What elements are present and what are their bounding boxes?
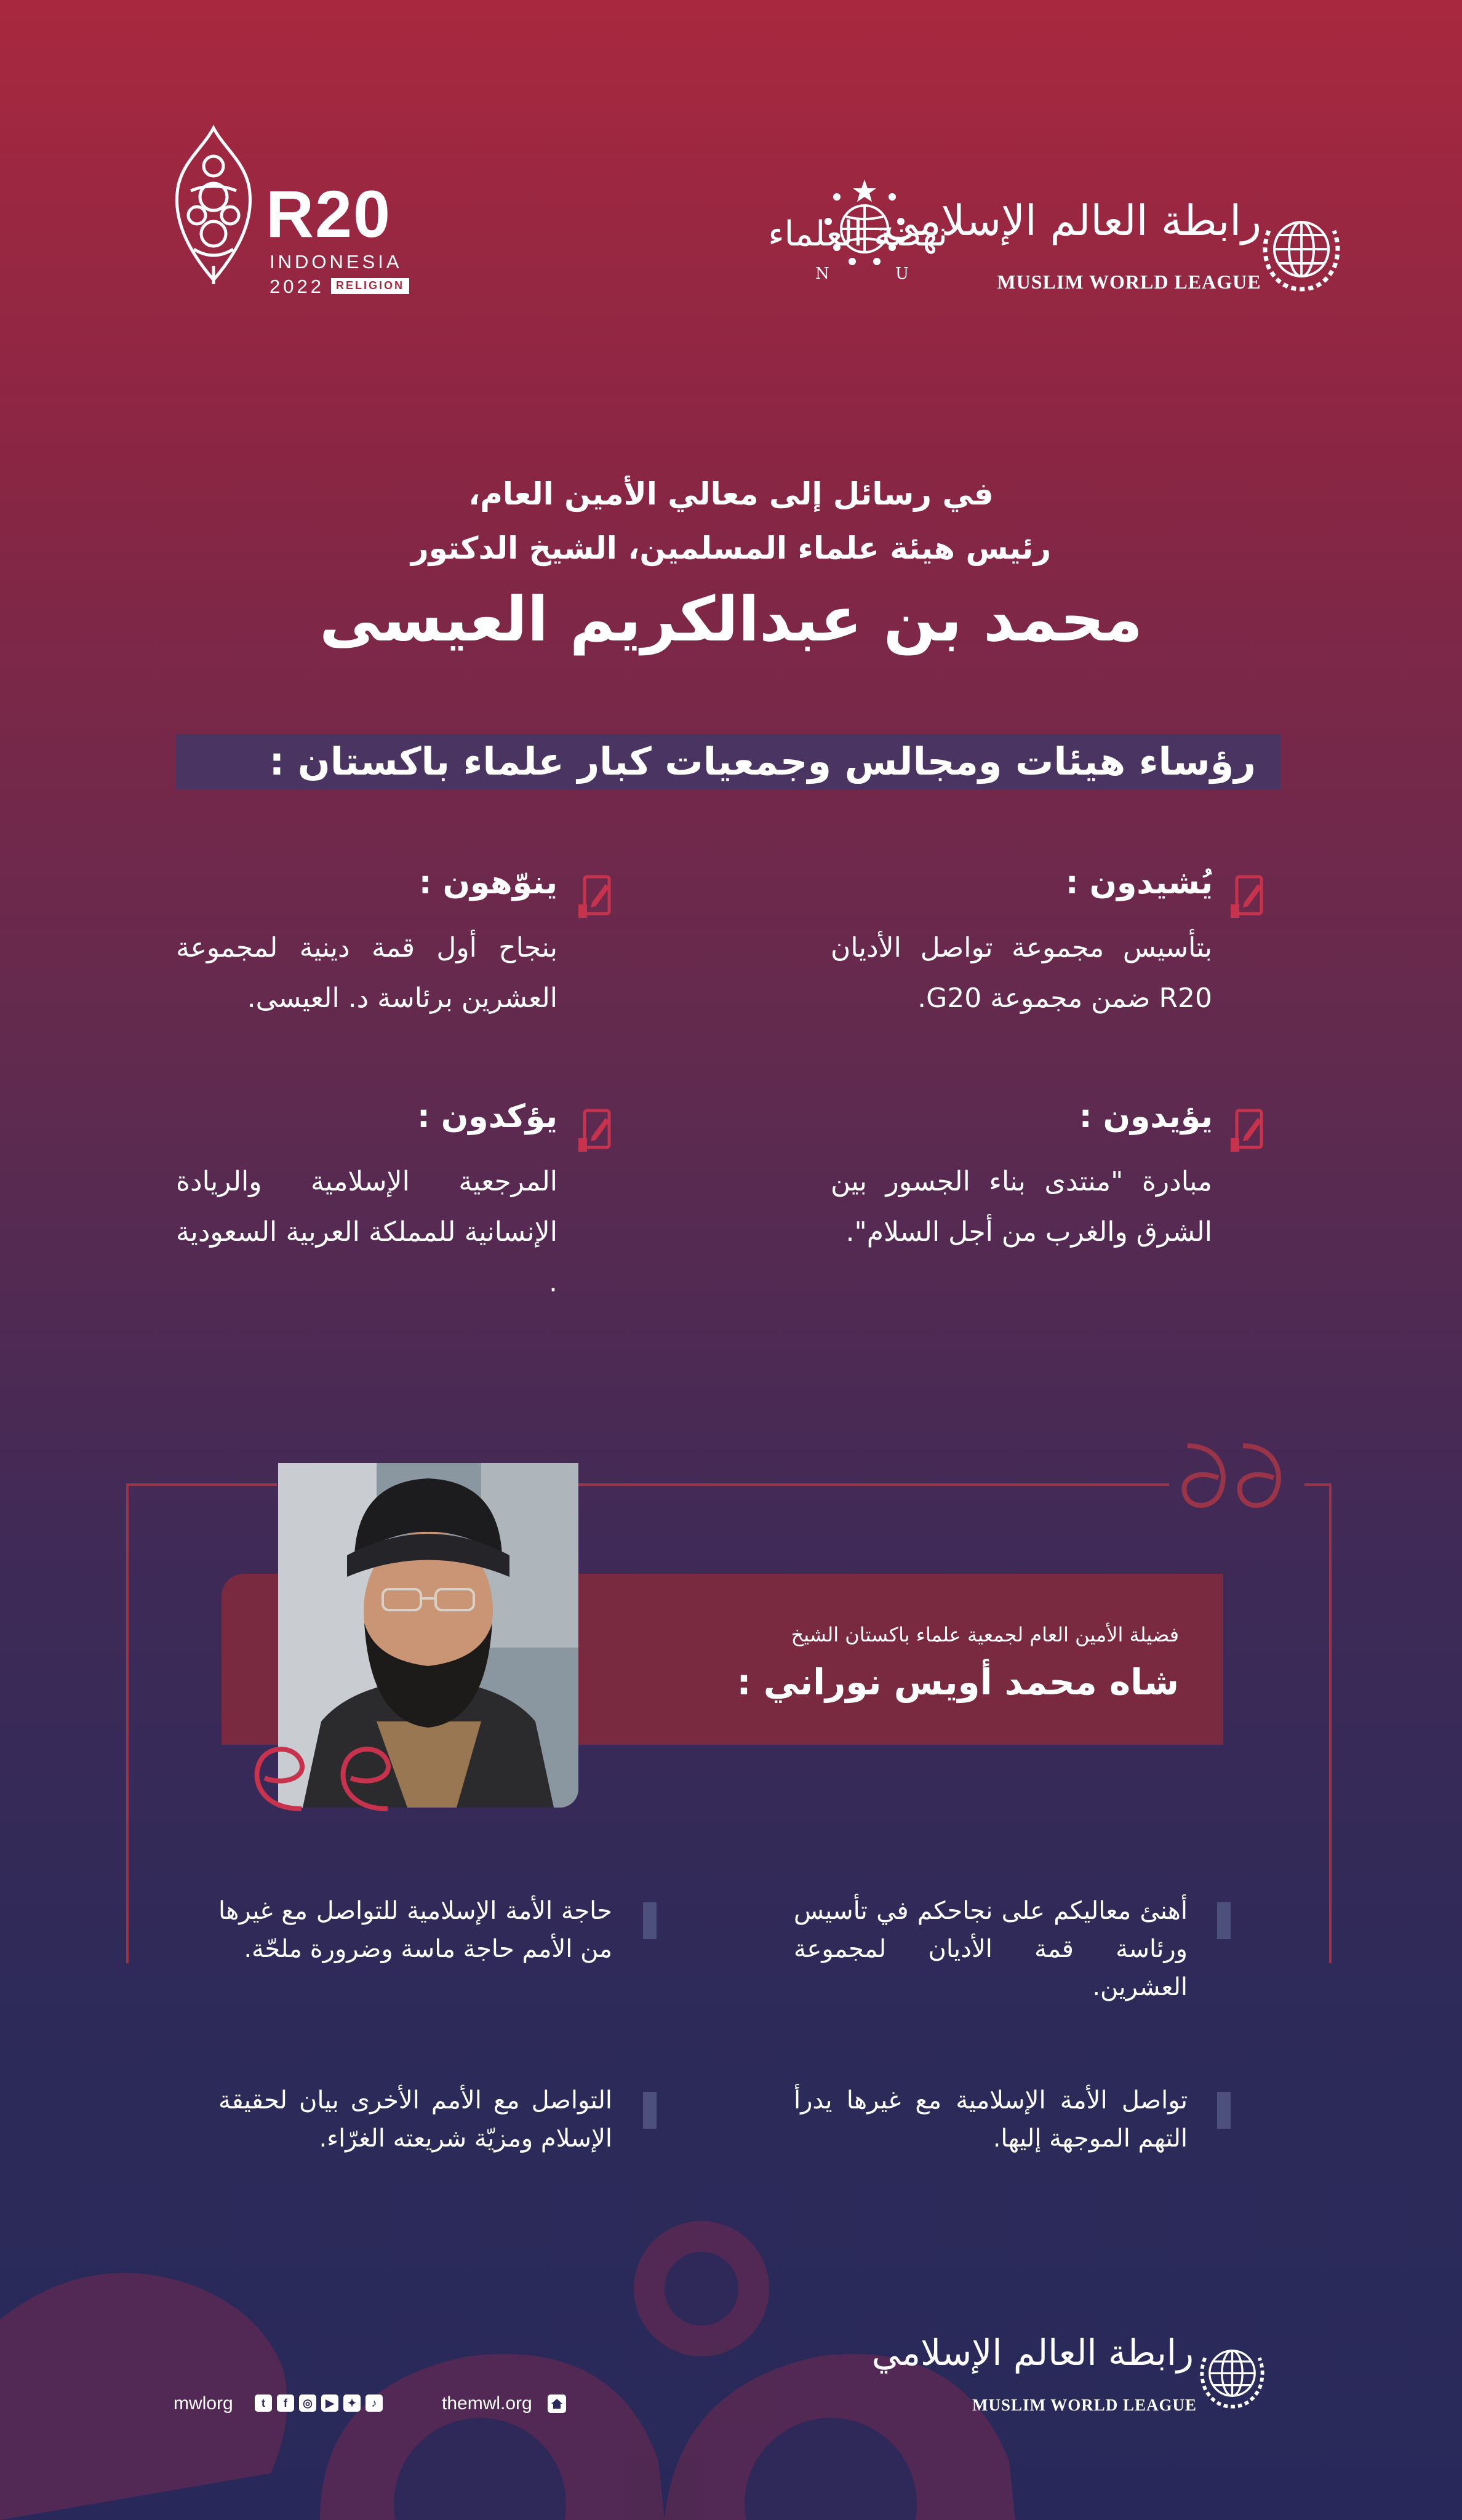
- quote-text: التواصل مع الأمم الأخرى بيان لحقيقة الإسلام ومزيّة شريعته الغرّاء.: [218, 2086, 612, 2153]
- pen-icon: [1231, 871, 1268, 920]
- facebook-icon[interactable]: f: [277, 2394, 294, 2412]
- frame-line-top-left: [126, 1483, 277, 1486]
- secretary-general-name: محمد بن عبدالكريم العيسى: [319, 583, 1143, 655]
- quote-open-icon: [1172, 1433, 1295, 1526]
- website-link[interactable]: themwl.org: [442, 2393, 532, 2414]
- quote-close-icon: [209, 1729, 406, 1821]
- r20-year: 2022: [270, 276, 324, 297]
- quote-bar: [1217, 1902, 1231, 1939]
- youtube-icon[interactable]: ▶: [321, 2394, 338, 2412]
- home-icon[interactable]: [548, 2394, 566, 2413]
- instagram-icon[interactable]: ◎: [299, 2394, 316, 2412]
- section-title: رؤساء هيئات ومجالس وجمعيات كبار علماء باكستان :: [269, 739, 1256, 784]
- pen-icon: [1231, 1104, 1268, 1154]
- r20-tag: RELIGION: [331, 278, 409, 294]
- pen-icon: [578, 871, 615, 920]
- quote-text: أهنئ معاليكم على نجاحكم في تأسيس ورئاسة قمة الأديان لمجموعة العشرين.: [794, 1897, 1188, 2001]
- point-title-support: يؤيدون :: [1079, 1098, 1213, 1135]
- mwl-arabic-name-footer: رابطة العالم الإسلامي: [871, 2332, 1194, 2374]
- r20-title: R20: [266, 177, 392, 251]
- section-title-band: [176, 734, 1280, 789]
- mwl-english-name: MUSLIM WORLD LEAGUE: [997, 271, 1261, 293]
- social-icons: [255, 2394, 383, 2412]
- nu-letter-u: U: [895, 265, 909, 283]
- r20-country: INDONESIA: [270, 251, 402, 273]
- ornament-icon: [166, 123, 262, 289]
- speaker-name: شاه محمد أويس نوراني :: [737, 1661, 1179, 1703]
- intro-line-1: في رسائل إلى معالي الأمين العام،: [468, 476, 994, 512]
- frame-line-top-right: [578, 1483, 1169, 1486]
- nu-letter-n: N: [815, 265, 829, 283]
- point-body-affirm: المرجعية الإسلامية والريادة الإنسانية للمملكة العربية السعودية .: [176, 1166, 557, 1298]
- mwl-emblem-icon: [1194, 2335, 1271, 2412]
- point-body-support: مبادرة "منتدى بناء الجسور بين الشرق والغرب من أجل السلام".: [831, 1166, 1212, 1248]
- quote-bar: [643, 2092, 657, 2129]
- point-title-affirm: يؤكدون :: [417, 1098, 557, 1135]
- r20-logo: [166, 123, 425, 301]
- frame-line-right: [1329, 1483, 1332, 1963]
- quote-text: تواصل الأمة الإسلامية مع غيرها يدرأ التهم الموجهة إليها.: [794, 2086, 1188, 2153]
- mwl-logo-footer: [871, 2332, 1280, 2430]
- quote-text: حاجة الأمة الإسلامية للتواصل مع غيرها من الأمم حاجة ماسة وضرورة ملحّة.: [218, 1897, 612, 1963]
- speaker-subtitle: فضيلة الأمين العام لجمعية علماء باكستان الشيخ: [791, 1623, 1179, 1646]
- frame-line-top-corner: [1304, 1483, 1332, 1486]
- mwl-logo-header: [884, 197, 1348, 308]
- mwl-emblem-icon: [1255, 203, 1348, 295]
- point-title-commend: ينوّهون :: [418, 864, 557, 901]
- mwl-english-name-footer: MUSLIM WORLD LEAGUE: [972, 2396, 1197, 2414]
- tiktok-icon[interactable]: ♪: [365, 2394, 383, 2412]
- point-title-praise: يُشيدون :: [1065, 864, 1213, 901]
- quote-bar: [643, 1902, 657, 1939]
- pen-icon: [578, 1104, 615, 1154]
- nu-arabic-text: نهضة العلماء: [768, 214, 948, 254]
- twitter-icon[interactable]: t: [255, 2394, 272, 2412]
- point-body-commend: بنجاح أول قمة دينية لمجموعة العشرين برئاسة د. العيسى.: [176, 932, 557, 1014]
- mwl-arabic-name: رابطة العالم الإسلامي: [884, 197, 1261, 245]
- point-body-praise: بتأسيس مجموعة تواصل الأديان R20 ضمن مجموعة G20.: [831, 932, 1212, 1014]
- snapchat-icon[interactable]: ✦: [343, 2394, 361, 2412]
- frame-line-left: [126, 1483, 129, 1963]
- quote-bar: [1217, 2092, 1231, 2129]
- intro-line-2: رئيس هيئة علماء المسلمين، الشيخ الدكتور: [410, 530, 1052, 566]
- social-handle[interactable]: mwlorg: [174, 2393, 233, 2414]
